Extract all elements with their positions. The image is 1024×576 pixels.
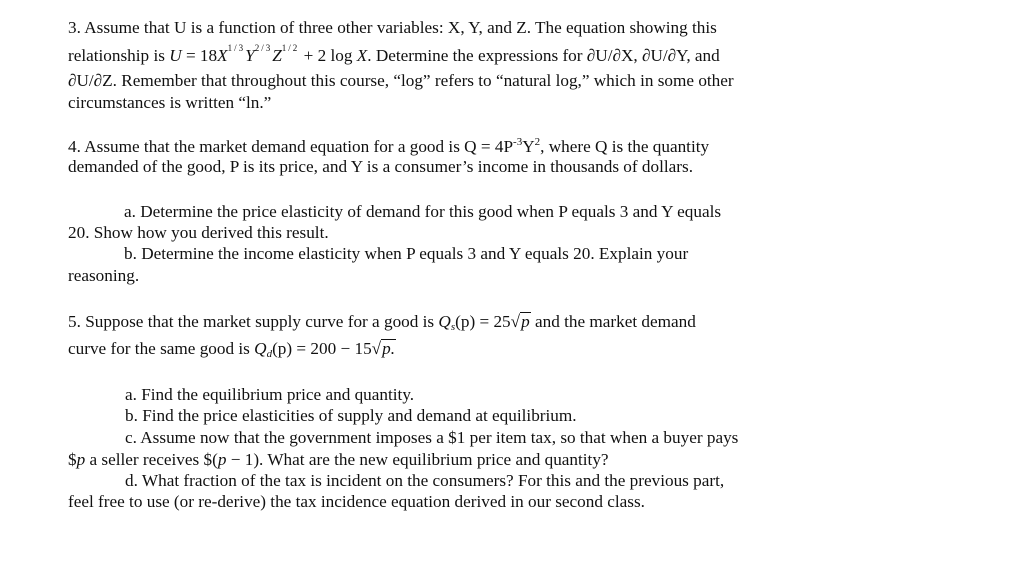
equation-symbol: X bbox=[217, 46, 228, 65]
q4a-line-1 bbox=[124, 201, 721, 223]
q3-text: circumstances is written “ln.” bbox=[68, 93, 272, 112]
q4-text: Y bbox=[522, 137, 535, 156]
q3-text: relationship is bbox=[68, 46, 170, 65]
q5b-text: b. Find the price elasticities of supply and demand at equilibrium. bbox=[125, 406, 577, 425]
q4b-text: b. Determine the income elasticity when P equals 3 and Y equals 20. Explain your bbox=[124, 244, 689, 263]
q5d-line-1 bbox=[125, 470, 724, 492]
sqrt-icon: √ bbox=[510, 312, 521, 331]
equation-symbol: U bbox=[169, 46, 182, 65]
q4a-line-2 bbox=[68, 222, 329, 244]
q5-text: curve for the same good is bbox=[68, 339, 255, 358]
exponent: 2 bbox=[534, 136, 541, 148]
q5a-text: a. Find the equilibrium price and quantity. bbox=[125, 385, 415, 404]
equation-exponent: 1/2 bbox=[281, 43, 300, 53]
equation-text: + 2 log bbox=[299, 46, 357, 65]
q3-line-2 bbox=[68, 45, 720, 67]
q5d-text: d. What fraction of the tax is incident on the consumers? For this and the previous part, bbox=[125, 471, 725, 490]
equation-radicand: p. bbox=[382, 339, 395, 358]
q5c-text: $ bbox=[68, 450, 77, 469]
q5a-line bbox=[125, 384, 414, 406]
q5c-text: a seller receives $( bbox=[85, 450, 218, 469]
q5-line-2 bbox=[68, 338, 396, 360]
q5c-line-2 bbox=[68, 449, 609, 471]
equation-symbol: Z bbox=[272, 46, 282, 65]
q3-text: 3. Assume that U is a function of three other variables: X, Y, and Z. The equation showing this bbox=[68, 18, 717, 37]
equation-text: (p) = 200 − 15 bbox=[272, 339, 372, 358]
q4-text: demanded of the good, P is its price, and Y is a consumer’s income in thousands of dollars. bbox=[68, 157, 694, 176]
q5d-line-2 bbox=[68, 491, 645, 513]
equation-symbol: Y bbox=[245, 46, 255, 65]
sqrt-icon: √ bbox=[371, 339, 382, 358]
q4a-text: 20. Show how you derived this result. bbox=[68, 223, 329, 242]
q5c-line-1 bbox=[125, 427, 738, 449]
q5-line-1 bbox=[68, 311, 696, 333]
equation-subscript: d bbox=[266, 348, 273, 360]
q5d-text: feel free to use (or re-derive) the tax incidence equation derived in our second class. bbox=[68, 492, 645, 511]
q3-line-1 bbox=[68, 17, 717, 39]
q5c-text: c. Assume now that the government imposes a $1 per item tax, so that when a buyer pays bbox=[125, 428, 739, 447]
equation-exponent: 2/3 bbox=[254, 43, 273, 53]
q4-text: 4. Assume that the market demand equation for a good is Q = 4P bbox=[68, 137, 514, 156]
equation-text: = 18 bbox=[181, 46, 218, 65]
q3-line-3 bbox=[68, 70, 734, 92]
q4b-line-1 bbox=[124, 243, 688, 265]
q5b-line bbox=[125, 405, 577, 427]
equation-symbol: p bbox=[76, 450, 86, 469]
q5-text: 5. Suppose that the market supply curve for a good is bbox=[68, 312, 439, 331]
q4-line-1 bbox=[68, 136, 709, 158]
q4-text: , where Q is the quantity bbox=[540, 137, 710, 156]
equation-text: (p) = 25 bbox=[455, 312, 511, 331]
q4-line-2 bbox=[68, 156, 693, 178]
q5c-text: − 1). What are the new equilibrium price and quantity? bbox=[226, 450, 609, 469]
equation-subscript: s bbox=[450, 321, 456, 333]
exponent: -3 bbox=[513, 136, 523, 148]
q3-line-4 bbox=[68, 92, 271, 114]
equation-radicand: p bbox=[521, 312, 530, 331]
q5-text: and the market demand bbox=[530, 312, 696, 331]
equation-symbol: p bbox=[217, 450, 227, 469]
q4a-text: a. Determine the price elasticity of demand for this good when P equals 3 and Y equals bbox=[124, 202, 722, 221]
equation-symbol: Q bbox=[438, 312, 451, 331]
equation-symbol: Q bbox=[254, 339, 267, 358]
q4b-text: reasoning. bbox=[68, 266, 140, 285]
q3-text: . Determine the expressions for ∂U/∂X, ∂U/∂Y, and bbox=[367, 46, 720, 65]
q3-text: ∂U/∂Z. Remember that throughout this course, “log” refers to “natural log,” which in some other bbox=[68, 71, 734, 90]
equation-exponent: 1/3 bbox=[227, 43, 246, 53]
equation-symbol: X bbox=[356, 46, 368, 65]
q4b-line-2 bbox=[68, 265, 139, 287]
